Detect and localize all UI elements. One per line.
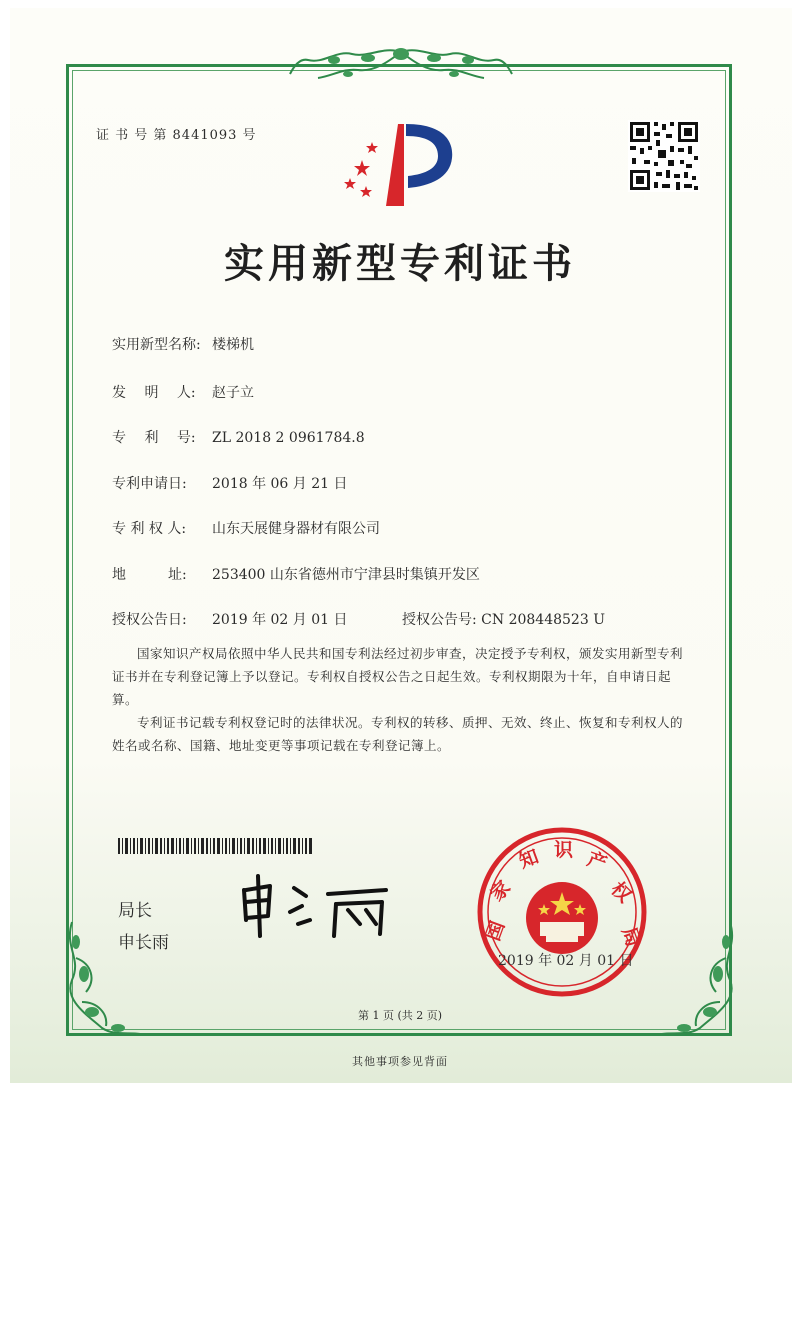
field-value: 楼梯机 [212, 337, 254, 353]
field-label: 授权公告日: [112, 612, 187, 628]
field-utility-model-name [112, 334, 254, 354]
field-grant-date [112, 609, 348, 629]
svg-text:知: 知 [516, 845, 542, 873]
seal-date: 2019 年 02 月 01 日 [498, 953, 634, 969]
director-signature-icon [236, 872, 416, 942]
field-label: 专 利 号: [112, 430, 196, 446]
field-inventor [112, 382, 254, 402]
field-patent-number [112, 427, 365, 447]
official-seal-icon [476, 826, 648, 998]
field-address [112, 564, 480, 584]
field-value: 2019 年 02 月 01 日 [212, 612, 348, 628]
svg-text:产: 产 [584, 848, 610, 876]
field-value: CN 208448523 U [481, 612, 605, 628]
page-number: 第 1 页 (共 2 页) [357, 1009, 443, 1022]
grant-statement-paragraph: 国家知识产权局依照中华人民共和国专利法经过初步审查，决定授予专利权，颁发实用新型专利证书并在专利登记簿上予以登记。专利权自授权公告之日起生效。专利权期限为十年，自申请日起算。 [112, 646, 684, 707]
legal-status-paragraph: 专利证书记载专利权登记时的法律状况。专利权的转移、质押、无效、终止、恢复和专利权人的姓名或名称、国籍、地址变更等事项记载在专利登记簿上。 [112, 715, 684, 753]
director-name: 申长雨 [118, 933, 169, 953]
field-value: ZL 2018 2 0961784.8 [212, 430, 365, 446]
qr-code-icon [628, 120, 700, 192]
field-value: 253400 山东省德州市宁津县时集镇开发区 [212, 567, 480, 583]
certificate-title: 实用新型专利证书 [224, 240, 576, 287]
field-label: 实用新型名称: [112, 337, 201, 353]
svg-text:国: 国 [482, 918, 510, 944]
field-value: 2018 年 06 月 21 日 [212, 476, 348, 492]
field-label: 发 明 人: [112, 385, 196, 401]
top-ornament-icon [288, 44, 514, 86]
svg-text:权: 权 [606, 877, 636, 907]
field-label: 专 利 权 人: [112, 521, 187, 537]
field-patentee [112, 518, 380, 538]
svg-text:家: 家 [485, 876, 515, 906]
field-value: 赵子立 [212, 385, 254, 401]
svg-text:局: 局 [617, 924, 645, 950]
field-value: 山东天展健身器材有限公司 [212, 521, 380, 537]
field-application-date [112, 473, 348, 493]
field-label: 授权公告号: [402, 612, 477, 628]
field-grant-number [402, 609, 605, 629]
director-title: 局长 [118, 901, 152, 921]
field-label: 专利申请日: [112, 476, 187, 492]
certificate-number: 证 书 号 第 8441093 号 [96, 128, 257, 143]
footer-note: 其他事项参见背面 [352, 1055, 448, 1068]
svg-text:识: 识 [554, 839, 574, 861]
barcode-icon [118, 838, 314, 854]
patent-office-emblem-icon [342, 120, 462, 210]
field-label: 地 址: [112, 567, 187, 583]
